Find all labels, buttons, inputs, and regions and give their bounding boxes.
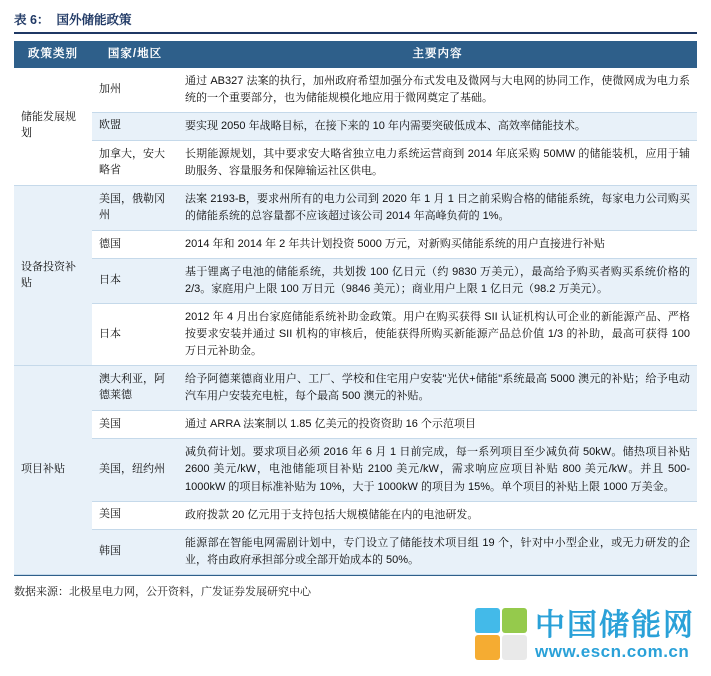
cell-region: 韩国 <box>92 529 178 574</box>
watermark-text <box>535 610 695 662</box>
cell-content: 要实现 2050 年战略目标，在接下来的 10 年内需要突破低成本、高效率储能技术。 <box>178 112 697 140</box>
cell-content: 2014 年和 2014 年 2 年共计划投资 5000 万元，对新购买储能系统的用户直接进行补贴 <box>178 231 697 259</box>
watermark-logo-icon <box>475 608 529 662</box>
cell-content: 通过 ARRA 法案制以 1.85 亿美元的投资资助 16 个示范项目 <box>178 411 697 439</box>
watermark-url: www.escn.com.cn <box>535 641 690 661</box>
cell-category: 储能发展规划 <box>14 68 92 186</box>
table-caption-title: 国外储能政策 <box>56 13 132 27</box>
cell-region: 日本 <box>92 259 178 304</box>
column-header-region: 国家/地区 <box>92 41 178 68</box>
column-header-category: 政策类别 <box>14 41 92 68</box>
cell-region: 美国 <box>92 501 178 529</box>
table-row <box>14 185 697 230</box>
cell-region: 美国，纽约州 <box>92 439 178 501</box>
cell-content: 基于锂离子电池的储能系统，共划拨 100 亿日元（约 9830 万美元），最高给予购买者购买系统价格的 2/3。家庭用户上限 100 万日元（9846 美元）；商业用户上限 1 亿日元（98.2 万美元）。 <box>178 259 697 304</box>
cell-content: 减负荷计划。要求项目必须 2016 年 6 月 1 日前完成，每一系列项目至少减负荷 50kW。储热项目补贴 2600 美元/kW，电池储能项目补贴 2100 美元/kW，需求响应应项目补贴 800 美元/kW。并且 500-1000kW 的项目标准补贴为 10%，大于 1000kW 的项目为 15%。单个项目的补贴上限 1000 万美金。 <box>178 439 697 501</box>
cell-region: 加州 <box>92 68 178 113</box>
table-row <box>14 529 697 574</box>
table-row <box>14 501 697 529</box>
cell-content: 政府拨款 20 亿元用于支持包括大规模储能在内的电池研发。 <box>178 501 697 529</box>
cell-content: 2012 年 4 月出台家庭储能系统补助金政策。用户在购买获得 SII 认证机构认可企业的新能源产品、严格按要求安装并通过 SII 机构的审核后，使能获得所购买新能源产品总价值 1/3 的补助，最高可获得 100 万日元补助金。 <box>178 304 697 366</box>
table-row <box>14 304 697 366</box>
policy-table <box>14 41 697 575</box>
table-header-row <box>14 41 697 68</box>
column-header-content: 主要内容 <box>178 41 697 68</box>
cell-content: 给予阿德莱德商业用户、工厂、学校和住宅用户安装"光伏+储能"系统最高 5000 澳元的补贴；给予电动汽车用户安装充电桩，每个最高 500 澳元的补贴。 <box>178 366 697 411</box>
table-caption <box>14 10 697 34</box>
cell-region: 加拿大，安大略省 <box>92 140 178 185</box>
table-body <box>14 68 697 575</box>
table-bottom-rule <box>14 575 697 576</box>
table-row <box>14 68 697 113</box>
cell-region: 美国 <box>92 411 178 439</box>
table-header <box>14 41 697 68</box>
cell-category: 项目补贴 <box>14 366 92 574</box>
cell-region: 美国，俄勒冈州 <box>92 185 178 230</box>
cell-content: 通过 AB327 法案的执行，加州政府希望加强分布式发电及微网与大电网的协同工作，使微网成为电力系统的一个重要部分，也为储能规模化地应用于微网奠定了基础。 <box>178 68 697 113</box>
table-row <box>14 231 697 259</box>
watermark-brand: 中国储能网 <box>535 609 695 643</box>
table-row <box>14 411 697 439</box>
watermark <box>475 608 695 662</box>
table-caption-label: 表 6： <box>14 13 50 27</box>
cell-content: 长期能源规划，其中要求安大略省独立电力系统运营商到 2014 年底采购 50MW 的储能装机，应用于辅助服务、容量服务和保障输运社区供电。 <box>178 140 697 185</box>
cell-category: 设备投资补贴 <box>14 185 92 365</box>
table-source-note: 数据来源：北极星电力网，公开资料，广发证券发展研究中心 <box>14 585 311 598</box>
table-row <box>14 439 697 501</box>
cell-region: 德国 <box>92 231 178 259</box>
cell-region: 欧盟 <box>92 112 178 140</box>
table-row <box>14 366 697 411</box>
table-row <box>14 140 697 185</box>
cell-content: 能源部在智能电网需剧计划中，专门设立了储能技术项目组 19 个，针对中小型企业，或无力研发的企业，将由政府承担部分或全部开始成本的 50%。 <box>178 529 697 574</box>
table-row <box>14 259 697 304</box>
table-row <box>14 112 697 140</box>
cell-content: 法案 2193-B，要求州所有的电力公司到 2020 年 1 月 1 日之前采购合格的储能系统，每家电力公司购买的储能系统的总容量都不应该超过该公司 2014 年高峰负荷的 1%。 <box>178 185 697 230</box>
cell-region: 澳大利亚，阿德莱德 <box>92 366 178 411</box>
cell-region: 日本 <box>92 304 178 366</box>
